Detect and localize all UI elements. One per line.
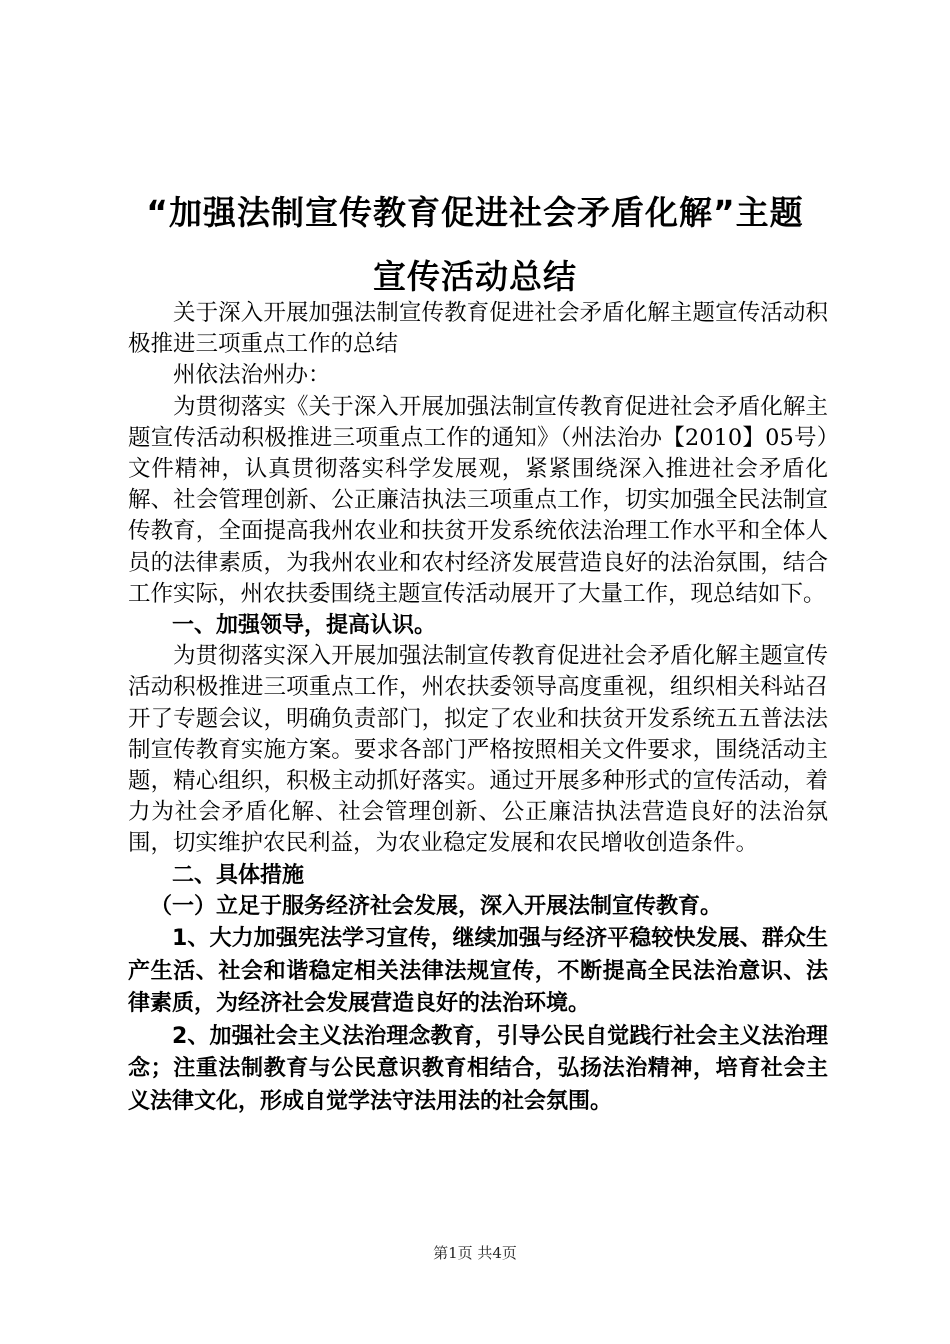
page-footer: 第1页 共4页 xyxy=(433,1244,517,1262)
addressee-paragraph: 州依法治州办： xyxy=(173,362,331,389)
measure-paragraph-2: 2、加强社会主义法治理念教育，引导公民自觉践行社会主义法治理念；注重法制教育与公民意识教育相结合，弘扬法治精神，培育社会主义法律文化，形成自觉学法守法用法的社会氛围。 xyxy=(128,1023,828,1114)
subsection-heading-1: （一）立足于服务经济社会发展，深入开展法制宣传教育。 xyxy=(150,893,723,919)
document-body xyxy=(128,298,828,1118)
summary-subtitle-paragraph: 关于深入开展加强法制宣传教育促进社会矛盾化解主题宣传活动积极推进三项重点工作的总结 xyxy=(128,300,828,358)
section-heading-1: 一、加强领导，提高认识。 xyxy=(172,613,437,639)
document-title-line-1: “加强法制宣传教育促进社会矛盾化解”主题 xyxy=(146,193,804,232)
section-heading-2: 二、具体措施 xyxy=(172,862,305,888)
document-title-line-2: 宣传活动总结 xyxy=(373,257,577,296)
measure-paragraph-1: 1、大力加强宪法学习宣传，继续加强与经济平稳较快发展、群众生产生活、社会和谐稳定相关法律法规宣传，不断提高全民法治意识、法律素质，为经济社会发展营造良好的法治环境。 xyxy=(128,926,828,1017)
section-1-paragraph: 为贯彻落实深入开展加强法制宣传教育促进社会矛盾化解主题宣传活动积极推进三项重点工作，州农扶委领导高度重视，组织相关科站召开了专题会议，明确负责部门，拟定了农业和扶贫开发系统五五普法法制宣传教育实施方案。要求各部门严格按照相关文件要求，围绕活动主题，精心组织，积极主动抓好落实。通过开展多种形式的宣传活动，着力为社会矛盾化解、社会管理创新、公正廉洁执法营造良好的法治氛围，切实维护农民利益，为农业稳定发展和农民增收创造条件。 xyxy=(128,643,828,857)
intro-paragraph: 为贯彻落实《关于深入开展加强法制宣传教育促进社会矛盾化解主题宣传活动积极推进三项重点工作的通知》（州法治办【2010】05号）文件精神，认真贯彻落实科学发展观，紧紧围绕深入推进社会矛盾化解、社会管理创新、公正廉洁执法三项重点工作，切实加强全民法制宣传教育，全面提高我州农业和扶贫开发系统依法治理工作水平和全体人员的法律素质，为我州农业和农村经济发展营造良好的法治氛围，结合工作实际，州农扶委围绕主题宣传活动展开了大量工作，现总结如下。 xyxy=(128,393,828,607)
